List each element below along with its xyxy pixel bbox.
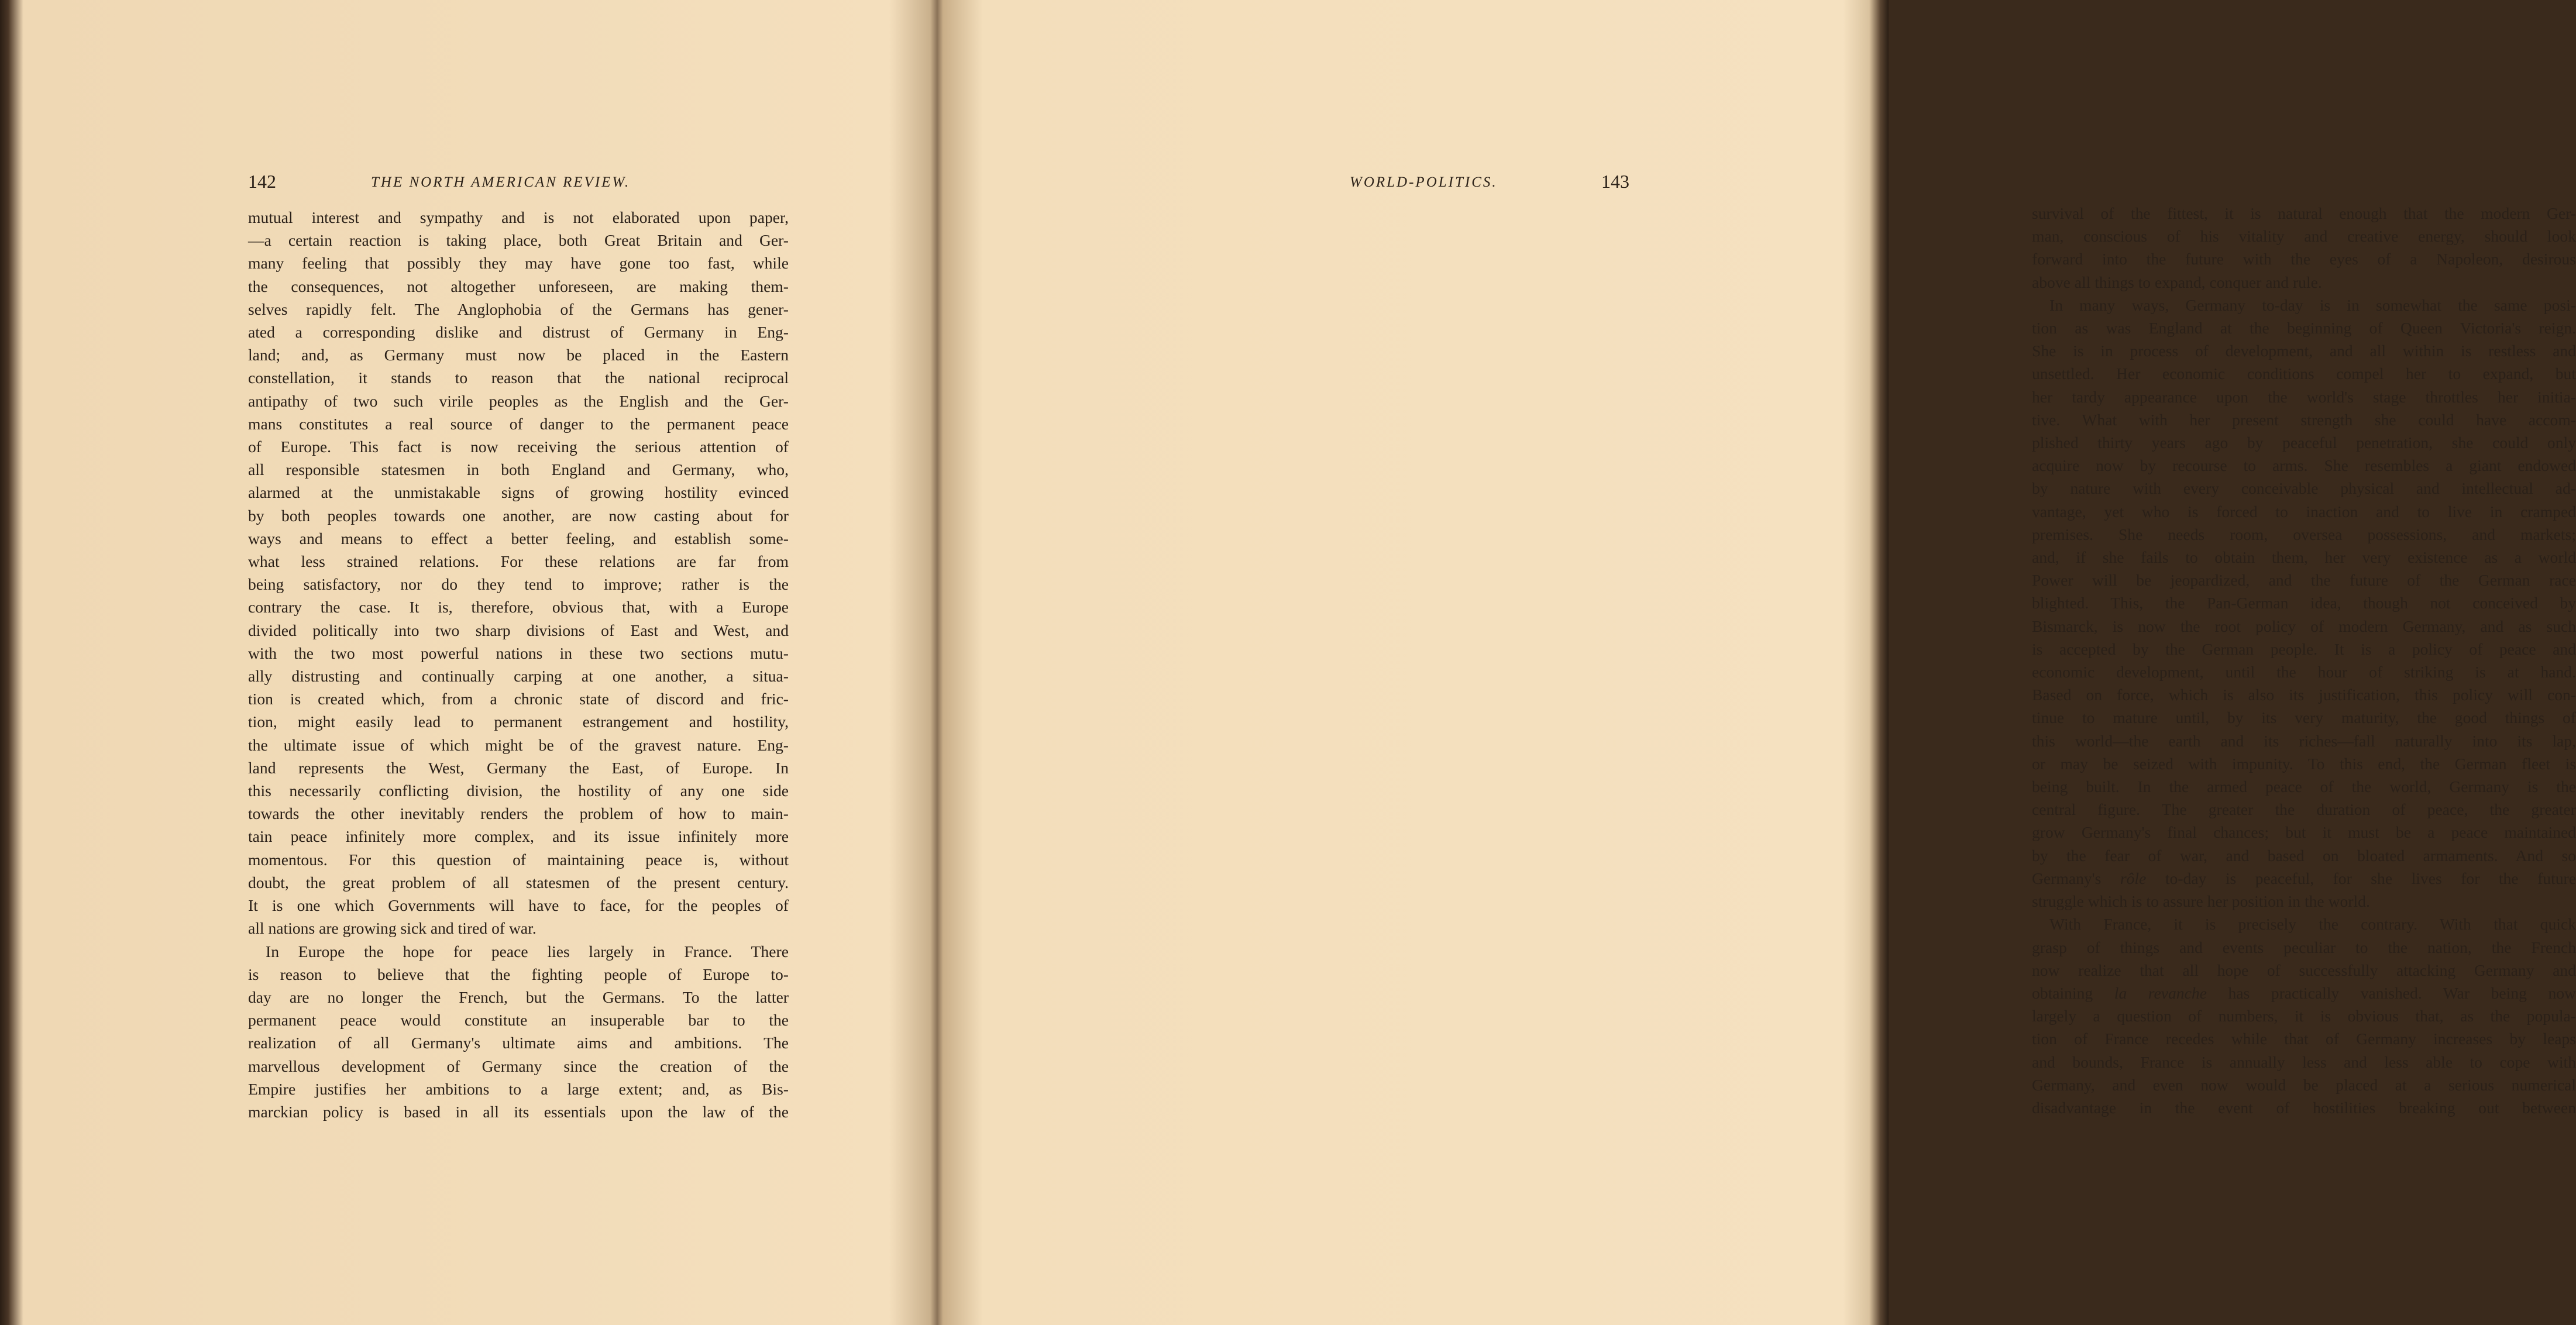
text-line: towards the other inevitably renders the problem of how to main- <box>248 804 789 823</box>
text-line: this necessarily conflicting division, the hostility of any one side <box>248 782 789 800</box>
text-line: mutual interest and sympathy and is not elaborated upon paper, <box>248 208 789 226</box>
text-line: all responsible statesmen in both England and Germany, who, <box>248 460 789 479</box>
text-line: Based on force, which is also its justification, this policy will con- <box>2032 686 2576 704</box>
text-line: disadvantage in the event of hostilities breaking out between <box>2032 1098 2576 1117</box>
text-line: day are no longer the French, but the Germans. To the latter <box>248 987 789 1006</box>
text-line: It is one which Governments will have to face, for the peoples of <box>248 896 789 915</box>
text-line: and, if she fails to obtain them, her very existence as a world <box>2032 548 2576 567</box>
right-page-number: 143 <box>1601 171 1629 192</box>
text-line: realization of all Germany's ultimate aims and ambitions. The <box>248 1034 789 1052</box>
text-line: above all things to expand, conquer and rule. <box>2032 273 2322 291</box>
left-page-number: 142 <box>248 171 276 192</box>
text-line: contrary the case. It is, therefore, obvious that, with a Europe <box>248 598 789 617</box>
text-line: Bismarck, is now the root policy of modern Germany, and as such <box>2032 617 2576 635</box>
text-line: tinue to mature until, by its very maturity, the good things of <box>2032 708 2576 727</box>
text-line: grasp of things and events peculiar to the nation, the French <box>2032 938 2576 956</box>
text-line: constellation, it stands to reason that the national reciprocal <box>248 369 789 387</box>
text-line: by the fear of war, and based on bloated armaments. And so <box>2032 846 2576 865</box>
text-line: In many ways, Germany to-day is in somewhat the same posi- <box>2049 295 2576 314</box>
text-line: land represents the West, Germany the East, of Europe. In <box>248 758 789 777</box>
text-line: marckian policy is based in all its essentials upon the law of the <box>248 1102 789 1121</box>
text-line: land; and, as Germany must now be placed in the Eastern <box>248 346 789 364</box>
text-line: survival of the fittest, it is natural enough that the modern Ger- <box>2032 204 2576 222</box>
text-line: ated a corresponding dislike and distrust of Germany in Eng- <box>248 323 789 342</box>
text-line: ally distrusting and continually carping at one another, a situa- <box>248 667 789 686</box>
text-line: central figure. The greater the duration of peace, the greater <box>2032 800 2576 819</box>
text-line: economic development, until the hour of striking is at hand. <box>2032 663 2576 682</box>
left-body-text <box>248 206 789 1123</box>
text-line: forward into the future with the eyes of a Napoleon, desirous <box>2032 250 2576 269</box>
left-running-title: THE NORTH AMERICAN REVIEW. <box>371 174 631 190</box>
text-line: premises. She needs room, oversea possessions, and markets; <box>2032 525 2576 543</box>
text-line: permanent peace would constitute an insuperable bar to the <box>248 1011 789 1030</box>
text-line: this world—the earth and its riches—fall naturally into its lap, <box>2032 731 2576 750</box>
right-running-title: WORLD-POLITICS. <box>1350 174 1498 190</box>
text-line: acquire now by recourse to arms. She resembles a giant endowed <box>2032 456 2576 475</box>
text-line: tion is created which, from a chronic state of discord and fric- <box>248 690 789 708</box>
text-line: struggle which is to assure her position in the world. <box>2032 892 2370 911</box>
text-line: her tardy appearance upon the world's stage throttles her initia- <box>2032 387 2576 406</box>
text-line: with the two most powerful nations in these two sections mutu- <box>248 643 789 662</box>
text-line: Germany's rôle to-day is peaceful, for she lives for the future <box>2032 869 2576 887</box>
text-line: doubt, the great problem of all statesmen of the present century. <box>248 873 789 892</box>
text-line: and bounds, France is annually less and less able to cope with <box>2032 1052 2576 1071</box>
text-line: Power will be jeopardized, and the future of the German race <box>2032 571 2576 590</box>
text-line: ways and means to effect a better feeling, and establish some- <box>248 529 789 548</box>
text-line: She is in process of development, and all within is restless and <box>2032 342 2576 360</box>
text-line: the consequences, not altogether unforeseen, are making them- <box>248 277 789 295</box>
text-line: marvellous development of Germany since the creation of the <box>248 1056 789 1075</box>
text-line: what less strained relations. For these relations are far from <box>248 552 789 571</box>
text-line: many feeling that possibly they may have gone too fast, while <box>248 254 789 273</box>
text-line: obtaining la revanche has practically vanished. War being now <box>2032 983 2576 1002</box>
text-line: of Europe. This fact is now receiving the serious attention of <box>248 438 789 456</box>
text-line: plished thirty years ago by peaceful penetration, she could only <box>2032 433 2576 452</box>
text-line: all nations are growing sick and tired of war. <box>248 919 536 938</box>
text-line: divided politically into two sharp divisions of East and West, and <box>248 621 789 639</box>
text-line: alarmed at the unmistakable signs of growing hostility evinced <box>248 483 789 502</box>
text-line: being built. In the armed peace of the world, Germany is the <box>2032 777 2576 796</box>
left-running-head <box>248 171 789 200</box>
text-line: unsettled. Her economic conditions compel her to expand, but <box>2032 364 2576 383</box>
text-line: momentous. For this question of maintaining peace is, without <box>248 850 789 869</box>
text-line: is accepted by the German people. It is a policy of peace and <box>2032 639 2576 658</box>
text-line: largely a question of numbers, it is obvious that, as the popula- <box>2032 1007 2576 1025</box>
text-line: now realize that all hope of successfully attacking Germany and <box>2032 961 2576 979</box>
text-line: Germany, and even now would be placed at a serious numerical <box>2032 1075 2576 1094</box>
text-line: tain peace infinitely more complex, and its issue infinitely more <box>248 827 789 846</box>
text-line: blighted. This, the Pan-German idea, though not conceived by <box>2032 594 2576 612</box>
text-line: antipathy of two such virile peoples as the English and the Ger- <box>248 391 789 410</box>
text-line: the ultimate issue of which might be of the gravest nature. Eng- <box>248 735 789 754</box>
text-line: man, conscious of his vitality and creative energy, should look <box>2032 227 2576 246</box>
text-line: vantage, yet who is forced to inaction and to live in cramped <box>2032 502 2576 521</box>
text-line: by nature with every conceivable physical and intellectual ad- <box>2032 479 2576 498</box>
text-line: is reason to believe that the fighting people of Europe to- <box>248 965 789 983</box>
text-line: tion as was England at the beginning of Queen Victoria's reign. <box>2032 319 2576 338</box>
text-line: —a certain reaction is taking place, both Great Britain and Ger- <box>248 231 789 250</box>
right-page <box>942 0 2576 1325</box>
right-body-text <box>2032 202 2576 1119</box>
text-line: Empire justifies her ambitions to a large extent; and, as Bis- <box>248 1079 789 1098</box>
text-line: In Europe the hope for peace lies largely in France. There <box>266 942 789 961</box>
text-line: With France, it is precisely the contrary. With that quick <box>2049 915 2576 934</box>
text-line: selves rapidly felt. The Anglophobia of the Germans has gener- <box>248 300 789 318</box>
right-running-head <box>1090 171 1634 200</box>
text-line: mans constitutes a real source of danger to the permanent peace <box>248 414 789 433</box>
left-page <box>0 0 936 1325</box>
text-line: being satisfactory, nor do they tend to improve; rather is the <box>248 575 789 594</box>
text-line: by both peoples towards one another, are now casting about for <box>248 506 789 525</box>
text-line: tion, might easily lead to permanent estrangement and hostility, <box>248 713 789 731</box>
text-line: tion of France recedes while that of Germany increases by leaps <box>2032 1030 2576 1048</box>
text-line: or may be seized with impunity. To this end, the German fleet is <box>2032 754 2576 773</box>
text-line: grow Germany's final chances; but it must be a peace maintained <box>2032 823 2576 842</box>
text-line: tive. What with her present strength she could have accom- <box>2032 410 2576 429</box>
